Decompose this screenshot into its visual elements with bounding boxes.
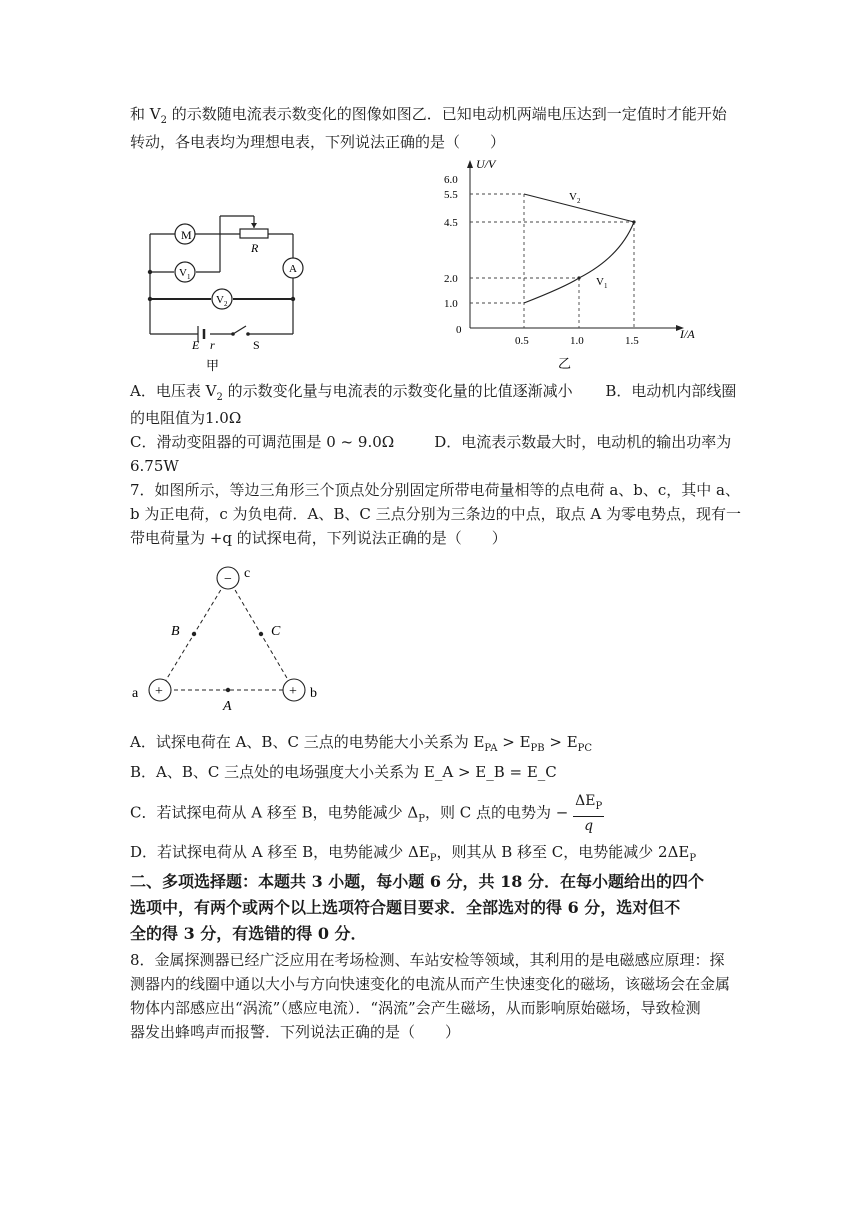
- q8-line1: 8．金属探测器已经广泛应用在考场检测、车站安检等领域，其利用的是电磁感应原理：探: [130, 951, 725, 969]
- v2-label: V: [216, 294, 224, 306]
- emf-label: E: [192, 338, 200, 352]
- question-6-intro-line2: 转动，各电表均为理想电表，下列说法正确的是（ ）: [130, 133, 506, 151]
- label-b: b: [310, 686, 317, 701]
- section2-heading-line3: 全的得 3 分，有选错的得 0 分．: [130, 924, 367, 943]
- v1-series-sub: 1: [604, 282, 608, 290]
- q7-line3: 带电荷量为 +q 的试探电荷，下列说法正确的是（ ）: [130, 529, 507, 547]
- y-tick-4.5: 4.5: [444, 217, 458, 229]
- q7-line2: b 为正电荷，c 为负电荷．A、B、C 三点分别为三条边的中点，取点 A 为零电势点，现有一: [130, 505, 742, 523]
- section2-heading-line1: 二、多项选择题：本题共 3 小题，每小题 6 分，共 18 分．在每小题给出的四个: [130, 872, 704, 891]
- label-point-C: C: [271, 624, 281, 639]
- internal-resistance-label: r: [210, 338, 215, 352]
- v2-series-sub: 2: [577, 197, 581, 205]
- q6-option-d-cont: 6.75W: [130, 457, 179, 475]
- section2-heading-line2: 选项中，有两个或两个以上选项符合题目要求．全部选对的得 6 分，选对但不: [130, 898, 681, 917]
- q6-option-cd-line: C．滑动变阻器的可调范围是 0 ~ 9.0Ω D．电流表示数最大时，电动机的输出功率为: [130, 433, 732, 451]
- q7-option-c: C．若试探电荷从 A 移至 B，电势能减少 $\Delta_P$，则 C 点的电势为 − $\frac{\Delta E_P}{q}$: [130, 793, 603, 834]
- q7-line1: 7．如图所示，等边三角形三个顶点处分别固定所带电荷量相等的点电荷 a、b、c，其中 a、: [130, 481, 740, 499]
- resistor-label: R: [251, 241, 259, 255]
- x-axis-label: I/A: [680, 327, 695, 341]
- circuit-caption: 甲: [206, 358, 220, 373]
- q8-line3: 物体内部感应出“涡流”（感应电流）．“涡流”会产生磁场，从而影响原始磁场，导致检测: [130, 999, 701, 1017]
- v1-series-label: V: [596, 276, 604, 288]
- graph-caption: 乙: [558, 356, 572, 371]
- question-6-intro-line1: 和 $V_2$ 的示数随电流表示数变化的图像如图乙．已知电动机两端电压达到一定值时才能开始: [130, 105, 727, 126]
- v2-sub: 2: [224, 300, 228, 308]
- charge-b-sign: +: [289, 684, 297, 699]
- triangle-diagram: [130, 560, 330, 720]
- y-tick-6.0: 6.0: [444, 174, 458, 186]
- potential-fraction: $\frac{\Delta E_P}{q}$: [575, 793, 603, 834]
- q8-line2: 测器内的线圈中通以大小与方向快速变化的电流从而产生快速变化的磁场，该磁场会在金属: [130, 975, 731, 993]
- circuit-diagram: [140, 208, 310, 378]
- label-point-A: A: [223, 699, 232, 714]
- origin-label: 0: [456, 324, 462, 336]
- q7-option-a: A．试探电荷在 A、B、C 三点的电势能大小关系为 $E_{PA} > E_{PB} > E_{PC}$: [130, 733, 593, 754]
- v1-label: V: [179, 267, 187, 279]
- q6-option-a-line: A．电压表 $V_2$ 的示数变化量与电流表的示数变化量的比值逐渐减小 B．电动机内部线圈: [130, 382, 737, 403]
- y-tick-5.5: 5.5: [444, 189, 458, 201]
- q7-option-b: B．A、B、C 三点处的电场强度大小关系为 E_A > E_B = E_C: [130, 763, 557, 781]
- u-i-graph: [440, 152, 710, 382]
- v1-sub: 1: [187, 273, 191, 281]
- label-c: c: [244, 566, 251, 581]
- x-tick-1.0: 1.0: [570, 335, 584, 347]
- ammeter-label: A: [289, 263, 297, 275]
- y-tick-1.0: 1.0: [444, 298, 458, 310]
- charge-c-sign: −: [224, 572, 232, 587]
- y-tick-2.0: 2.0: [444, 273, 458, 285]
- y-axis-label: U/V: [476, 157, 496, 171]
- label-point-B: B: [171, 624, 180, 639]
- motor-label: M: [181, 228, 192, 242]
- charge-a-sign: +: [155, 684, 163, 699]
- x-tick-1.5: 1.5: [625, 335, 639, 347]
- label-a: a: [132, 686, 139, 701]
- q6-option-b-cont: 的电阻值为1.0Ω: [130, 409, 242, 427]
- q7-option-d: D．若试探电荷从 A 移至 B，电势能减少 $\Delta E_P$，则其从 B 移至 C，电势能减少 $2\Delta E_P$: [130, 843, 697, 864]
- switch-label: S: [253, 338, 260, 352]
- q8-line4: 器发出蜂鸣声而报警．下列说法正确的是（ ）: [130, 1023, 461, 1041]
- x-tick-0.5: 0.5: [515, 335, 529, 347]
- v2-series-label: V: [569, 191, 577, 203]
